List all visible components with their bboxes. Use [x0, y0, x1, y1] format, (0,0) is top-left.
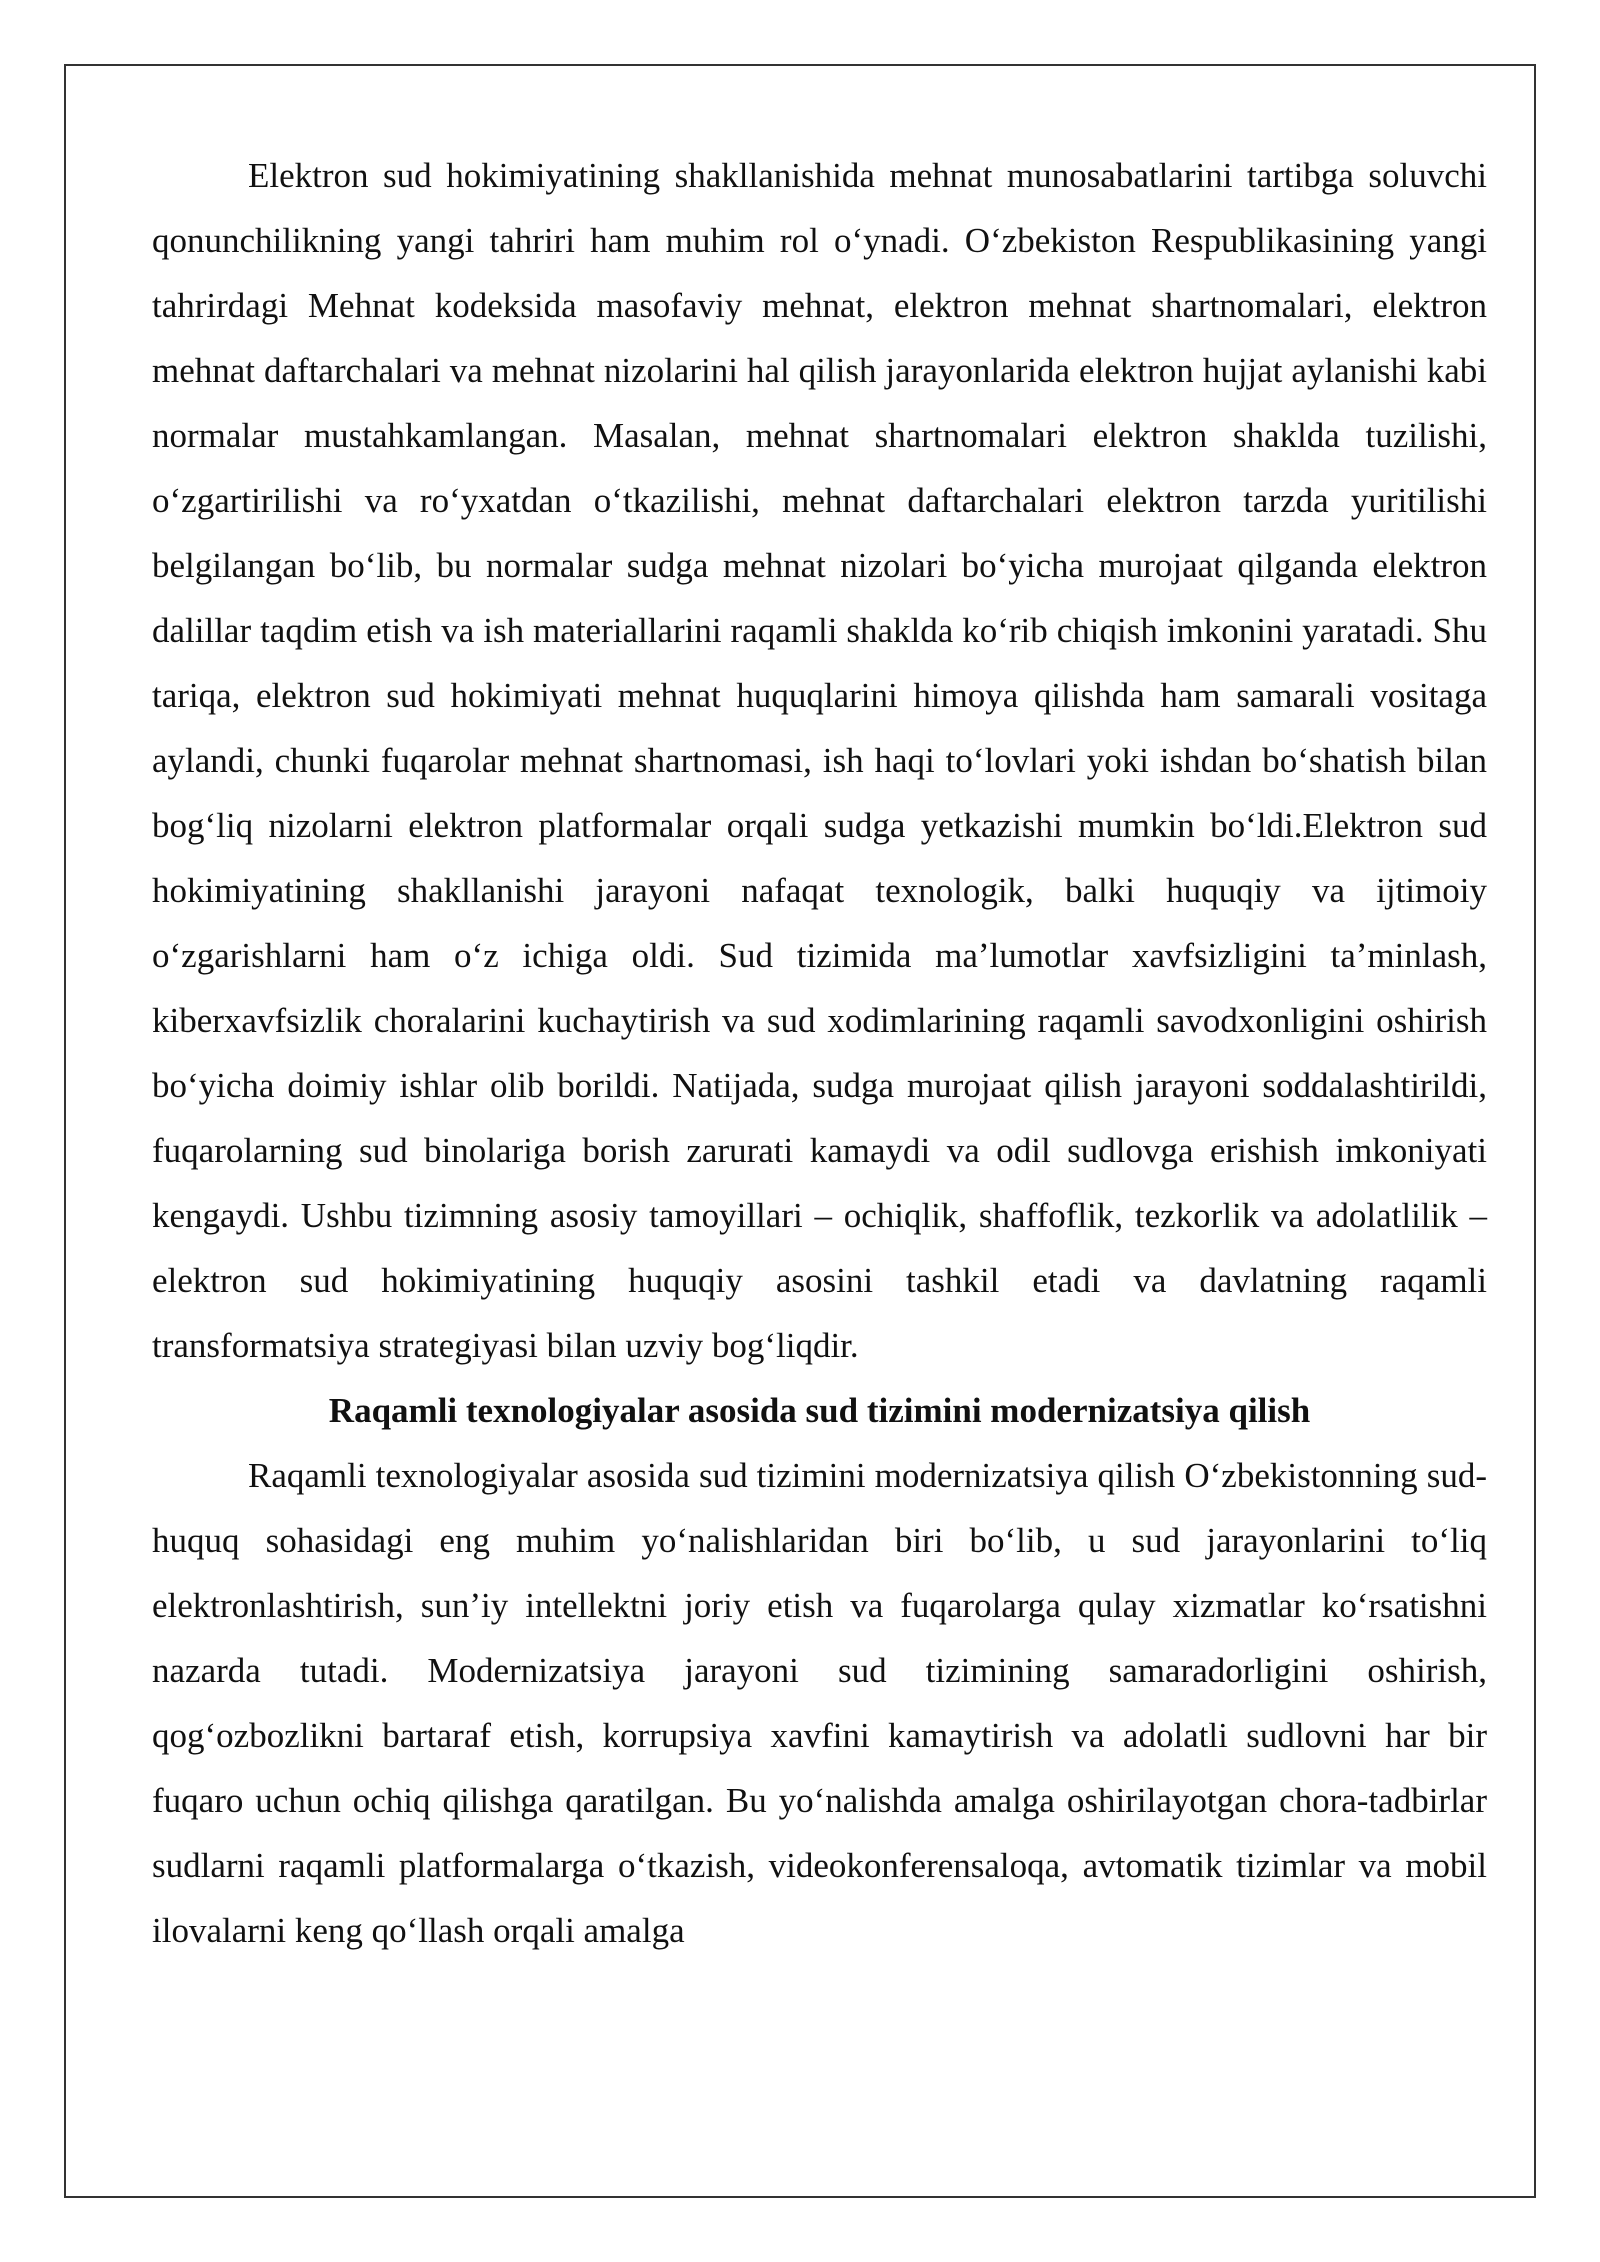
body-paragraph-2: Raqamli texnologiyalar asosida sud tizimini modernizatsiya qilish Oʻzbekistonning sud-huquq sohasidagi eng muhim yoʻnalishlaridan biri boʻlib, u sud jarayonlarini toʻliq elektronlashtirish, sunʼiy intellektni joriy etish va fuqarolarga qulay xizmatlar koʻrsatishni nazarda tutadi. Modernizatsiya jarayoni sud tizimining samaradorligini oshirish, qogʻozbozlikni bartaraf etish, korrupsiya xavfini kamaytirish va adolatli sudlovni har bir fuqaro uchun ochiq qilishga qaratilgan. Bu yoʻnalishda amalga oshirilayotgan chora-tadbirlar sudlarni raqamli platformalarga oʻtkazish, videokonferensaloqa, avtomatik tizimlar va mobil ilovalarni keng qoʻllash orqali amalga	[152, 1456, 1487, 1950]
body-paragraph-1: Elektron sud hokimiyatining shakllanishida mehnat munosabatlarini tartibga soluvchi qonunchilikning yangi tahriri ham muhim rol oʻynadi. Oʻzbekiston Respublikasining yangi tahrirdagi Mehnat kodeksida masofaviy mehnat, elektron mehnat shartnomalari, elektron mehnat daftarchalari va mehnat nizolarini hal qilish jarayonlarida elektron hujjat aylanishi kabi normalar mustahkamlangan. Masalan, mehnat shartnomalari elektron shaklda tuzilishi, oʻzgartirilishi va roʻyxatdan oʻtkazilishi, mehnat daftarchalari elektron tarzda yuritilishi belgilangan boʻlib, bu normalar sudga mehnat nizolari boʻyicha murojaat qilganda elektron dalillar taqdim etish va ish materiallarini raqamli shaklda koʻrib chiqish imkonini yaratadi. Shu tariqa, elektron sud hokimiyati mehnat huquqlarini himoya qilishda ham samarali vositaga aylandi, chunki fuqarolar mehnat shartnomasi, ish haqi toʻlovlari yoki ishdan boʻshatish bilan bogʻliq nizolarni elektron platformalar orqali sudga yetkazishi mumkin boʻldi.Elektron sud hokimiyatining shakllanishi jarayoni nafaqat texnologik, balki huquqiy va ijtimoiy oʻzgarishlarni ham oʻz ichiga oldi. Sud tizimida maʼlumotlar xavfsizligini taʼminlash, kiberxavfsizlik choralarini kuchaytirish va sud xodimlarining raqamli savodxonligini oshirish boʻyicha doimiy ishlar olib borildi. Natijada, sudga murojaat qilish jarayoni soddalashtirildi, fuqarolarning sud binolariga borish zarurati kamaydi va odil sudlovga erishish imkoniyati kengaydi. Ushbu tizimning asosiy tamoyillari – ochiqlik, shaffoflik, tezkorlik va adolatlilik – elektron sud hokimiyatining huquqiy asosini tashkil etadi va davlatning raqamli transformatsiya strategiyasi bilan uzviy bogʻliqdir.	[152, 156, 1487, 1365]
section-heading: Raqamli texnologiyalar asosida sud tizimini modernizatsiya qilish	[328, 1391, 1311, 1430]
document-body	[152, 143, 1487, 1963]
